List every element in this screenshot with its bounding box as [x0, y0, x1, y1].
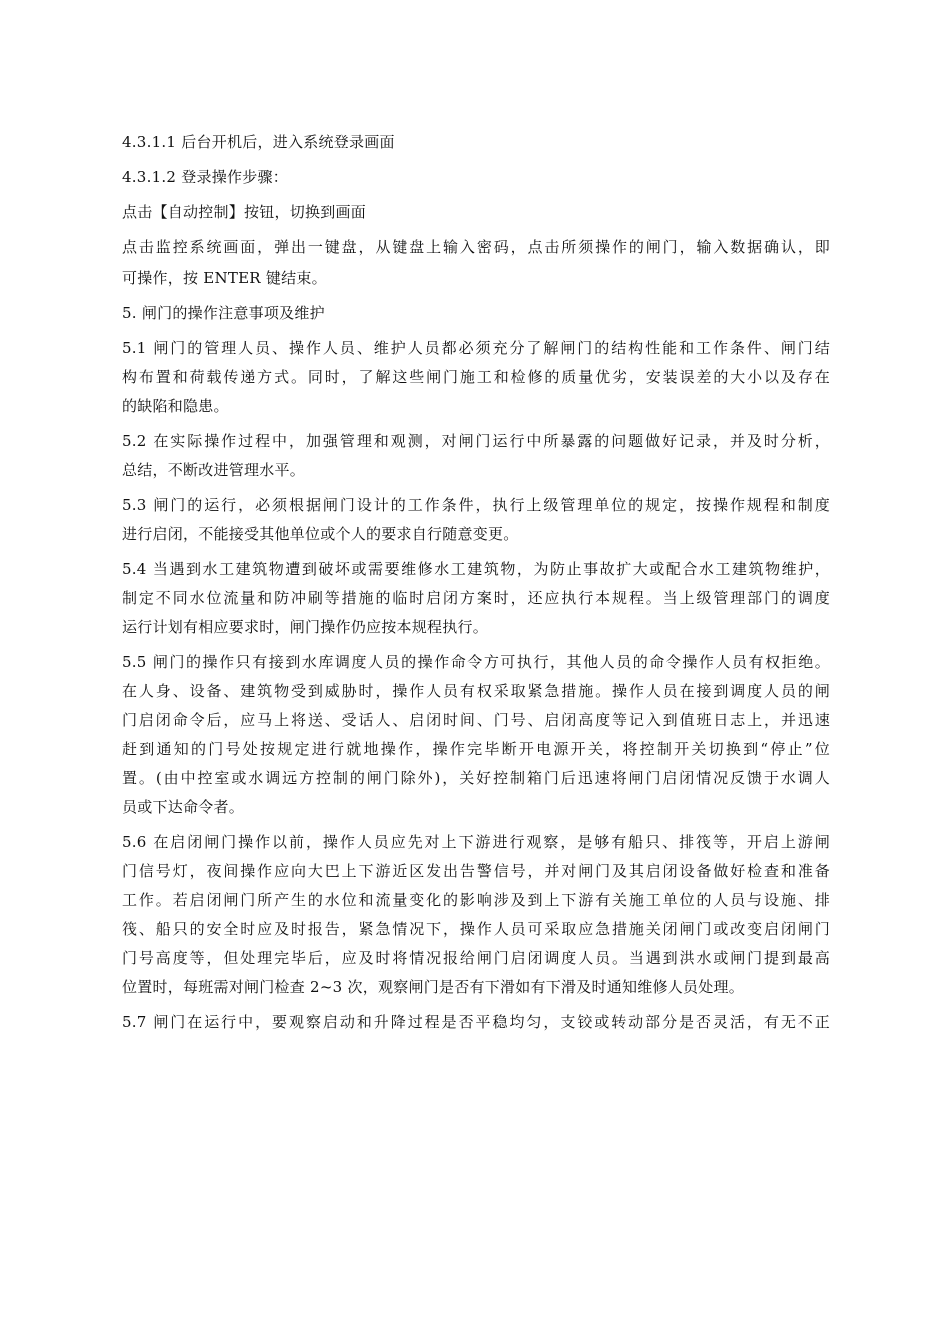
paragraph-5-2-line: 总结，不断改进管理水平。 — [122, 461, 306, 479]
paragraph-5-4-line: 运行计划有相应要求时，闸门操作仍应按本规程执行。 — [122, 618, 489, 636]
paragraph-5-6-line: 工作。若启闭闸门所产生的水位和流量变化的影响涉及到上下游有关施工单位的人员与设施、排 — [122, 891, 830, 909]
paragraph-5-5-line: 置。(由中控室或水调远方控制的闸门除外)，关好控制箱门后迅速将闸门启闭情况反馈于水调人 — [122, 769, 830, 787]
paragraph-5-4-line: 制定不同水位流量和防冲刷等措施的临时启闭方案时，还应执行本规程。当上级管理部门的调度 — [122, 589, 830, 607]
section-heading-5: 5. 闸门的操作注意事项及维护 — [122, 304, 325, 322]
paragraph-5-6-line: 筏、船只的安全时应及时报告，紧急情况下，操作人员可采取应急措施关闭闸门或改变启闭闸门 — [122, 920, 830, 938]
paragraph-5-7-line: 5.7 闸门在运行中，要观察启动和升降过程是否平稳均匀，支铰或转动部分是否灵活，有无不正 — [122, 1013, 830, 1031]
paragraph-5-5-line: 员或下达命令者。 — [122, 798, 245, 816]
paragraph-5-3-line: 5.3 闸门的运行，必须根据闸门设计的工作条件，执行上级管理单位的规定，按操作规程和制度 — [122, 496, 830, 514]
paragraph-5-3-line: 进行启闭，不能接受其他单位或个人的要求自行随意变更。 — [122, 525, 519, 543]
section-heading-4-3-1-1: 4.3.1.1 后台开机后，进入系统登录画面 — [122, 133, 395, 151]
paragraph-5-6-line: 门号高度等，但处理完毕后，应及时将情况报给闸门启闭调度人员。当遇到洪水或闸门提到最高 — [122, 949, 830, 967]
paragraph-5-6-line: 5.6 在启闭闸门操作以前，操作人员应先对上下游进行观察，是够有船只、排筏等，开启上游闸 — [122, 833, 830, 851]
paragraph-5-1-line: 构布置和荷载传递方式。同时，了解这些闸门施工和检修的质量优劣，安装误差的大小以及存在 — [122, 368, 830, 386]
text-line: 点击监控系统画面，弹出一键盘，从键盘上输入密码，点击所须操作的闸门，输入数据确认，即 — [122, 238, 830, 256]
paragraph-5-5-line: 赶到通知的门号处按规定进行就地操作，操作完毕断开电源开关，将控制开关切换到“停止”位 — [122, 740, 830, 758]
paragraph-5-6-line: 门信号灯，夜间操作应向大巴上下游近区发出告警信号，并对闸门及其启闭设备做好检查和准备 — [122, 862, 830, 880]
paragraph-5-4-line: 5.4 当遇到水工建筑物遭到破坏或需要维修水工建筑物，为防止事故扩大或配合水工建筑物维护， — [122, 560, 830, 578]
paragraph-5-5-line: 在人身、设备、建筑物受到威胁时，操作人员有权采取紧急措施。操作人员在接到调度人员的闸 — [122, 682, 830, 700]
paragraph-5-2-line: 5.2 在实际操作过程中，加强管理和观测，对闸门运行中所暴露的问题做好记录，并及时分析， — [122, 432, 830, 450]
paragraph-5-5-line: 5.5 闸门的操作只有接到水库调度人员的操作命令方可执行，其他人员的命令操作人员有权拒绝。 — [122, 653, 830, 671]
paragraph-5-1-line: 的缺陷和隐患。 — [122, 397, 229, 415]
text-line: 点击【自动控制】按钮，切换到画面 — [122, 203, 367, 221]
paragraph-5-1-line: 5.1 闸门的管理人员、操作人员、维护人员都必须充分了解闸门的结构性能和工作条件、闸门结 — [122, 339, 830, 357]
paragraph-5-5-line: 门启闭命令后，应马上将送、受话人、启闭时间、门号、启闭高度等记入到值班日志上，并迅速 — [122, 711, 830, 729]
paragraph-5-6-line: 位置时，每班需对闸门检查 2~3 次，观察闸门是否有下滑如有下滑及时通知维修人员处理。 — [122, 978, 744, 996]
text-line: 可操作，按 ENTER 键结束。 — [122, 269, 327, 287]
section-heading-4-3-1-2: 4.3.1.2 登录操作步骤： — [122, 168, 288, 186]
document-body — [122, 128, 830, 1037]
